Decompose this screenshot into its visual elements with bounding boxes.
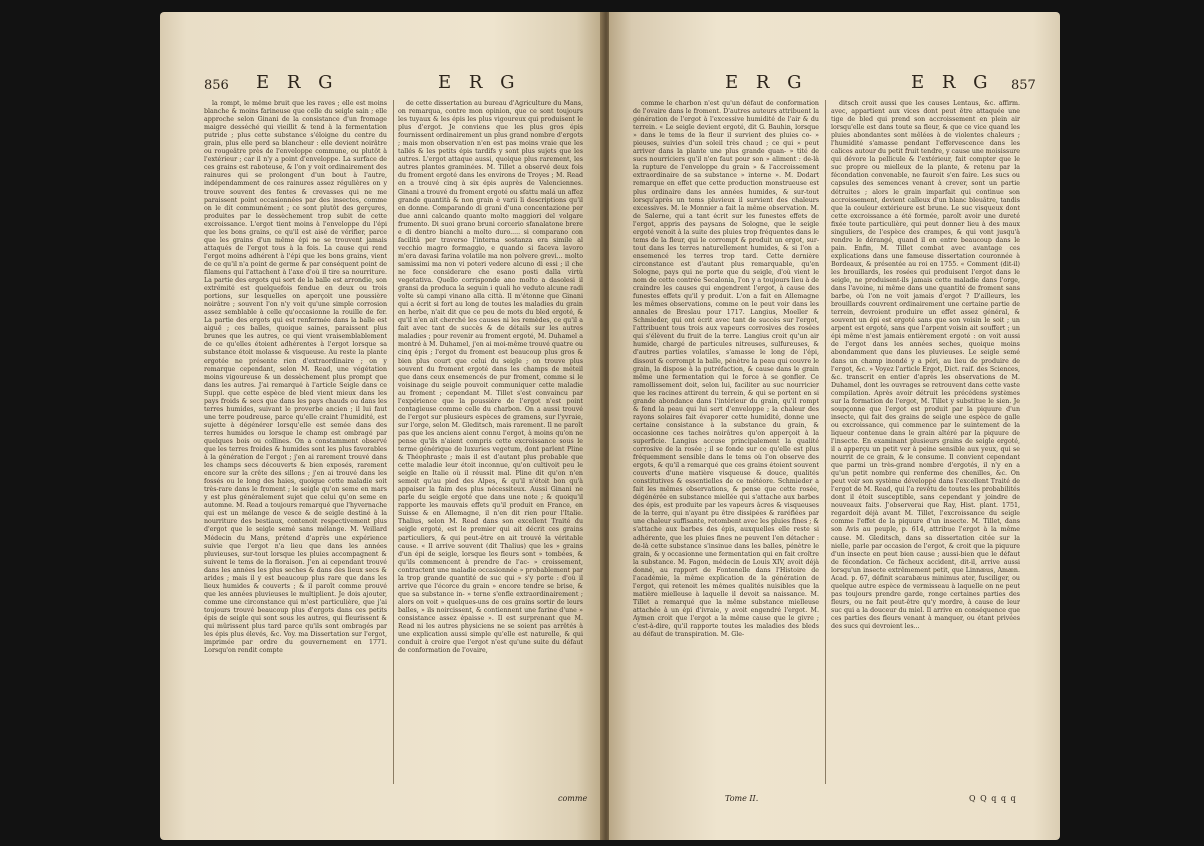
page-number: 856: [204, 78, 229, 93]
text-column-2: [398, 100, 583, 790]
column-rule: [393, 100, 394, 784]
catchword: comme: [558, 794, 588, 803]
right-page: [609, 12, 1060, 840]
text-column-2: [831, 100, 1020, 790]
signature-mark: Q Q q q q: [969, 794, 1017, 803]
running-head: E R G: [256, 72, 339, 93]
left-page-header: [160, 70, 603, 100]
running-head: E R G: [911, 72, 994, 93]
running-head: E R G: [725, 72, 808, 93]
text-column-1: [633, 100, 819, 790]
column-text: comme le charbon n'est qu'un défaut de conformation de l'ovaire dans le froment. D'autres auteurs attribuent la génération de l'ergot à l'excessive humidité de l'air & du terrein. « Le seigle devient ergoté, dit G. Bauhin, lorsque » dans le tems de la fleur il survient des pluies co- » pieuses, suivies d'un soleil très chaud ; ce qui » peut arriver dans la plante une plus grande quan- » tité de sucs nourriciers qu'il n'en faut pour son » aliment : de-là la rupture de l'enveloppe du grain » & l'accroissement extraordinaire de sa substance » interne ». M. Dodart remarque en effet que cette production monstrueuse est plus ordinaire dans les années humides, & sur-tout lorsqu'après un tems pluvieux il survient des chaleurs excessives. M. le Monnier a fait la même observation. M. de Salerne, qui a tant écrit sur les funestes effets de l'ergot, appris des paysans de Sologne, que le seigle ergoté venoit à la suite des pluies trop fréquentes dans le tems de la fleur, qui le corrompt & produit un ergot, sur-tout dans les terres naturellement humides, & si l'on a ensemencé les terres trop tard. Cette dernière circonstance est d'autant plus remarquable, qu'en Sologne, pays qui ne porte que du seigle, d'où vient le nom de cette contrée Secalonia, l'on y a toujours lieu à de craindre les causes qui engendrent l'ergot, à cause des funestes effets qu'il y produit. L'on a fait en Allemagne les mêmes observations, comme on le peut voir dans les annales de Breslau pour 1717. Langius, Moeller & Schmieder, qui ont écrit avec tant de succès sur l'ergot, l'attribuent tous trois aux vapeurs corrosives des rosées qui s'élèvent du fruit de la terre. Langius croit qu'un air humide, chargé de particules nitreuses, sulfureuses, & d'autres parties volatiles, s'amasse le long de l'épi, dissout & corrompt la balle, pénètre la peau qui couvre le grain, la dispose à la putréfaction, & cause dans le grain même une fermentation qui le force à se gonfler. Ce ramollissement doit, selon lui, faciliter au suc nourricier que les racines attirent du terrein, & qui se portent en si grande abondance dans l'intérieur du grain, qu'il rompt & fend la peau qui lui sert d'enveloppe ; la chaleur des rayons solaires fait évaporer cette humidité, donne une certaine consistance à la substance du grain, & occasionne ces taches noirâtres qu'on apperçoit à la superficie. Langius accuse principalement la qualité corrosive de la rosée ; il se fonde sur ce qu'elle est plus fréquemment sensible dans le tems où l'on observe des ergots, & qu'il a remarqué que ces grains étoient souvent couverts d'une matière visqueuse & douce, qualités constitutives & essentielles de ce météore. Schmieder a fait les mêmes observations, & pense que cette rosée, dégénérée en substance miellée qui s'attache aux barbes des épis, est produite par les vapeurs âcres & visqueuses de la terre, qui n'ayant pu être dissipées & raréfiées par une chaleur suffisante, retombent avec les pluies fines ; & s'attache aux barbes des épis, auxquelles elle reste si adhérente, que les pluies fines ne peuvent l'en détacher : de-là cette substance s'insinue dans les balles, pénètre le grain, & y occasionne une fermentation qui en fait croître la substance. M. Fagon, médecin de Louis XIV, avoit déjà donné, au rapport de Fontenelle dans l'Histoire de l'académie, la même explication de la génération de l'ergot, qui retenoit les mêmes qualités nuisibles que la matière mielleuse à laquelle il devoit sa naissance. M. Tillet a remarqué que la même substance mielleuse attachée à un épi d'ivraie, y avoit engendré l'ergot. M. Aymen croit que l'ergot a la même cause que le givre ; c'est-à-dire, qu'il rapporte toutes les maladies des bleds au défaut de transpiration. M. Gle-: [633, 100, 819, 639]
column-text: de cette dissertation au bureau d'Agriculture du Mans, on remarqua, contre mon opinion, que ce sont toujours les tuyaux & les épis les plus vigoureux qui produisent le plus d'ergot. Je conviens que les plus gros épis fournissent ordinairement un plus grand nombre d'ergots ; mais mon observation n'en est pas moins vraie que les tallés & les petits épis tardifs y sont plus sujets que les autres. L'ergot attaque aussi, quoique plus rarement, les autres plantes graminées. M. Tillet a observé deux fois du froment ergoté dans les environs de Troyes ; M. Read en a trouvé cinq à six épis auprès de Valenciennes. Ginani a trouvé du froment ergoté ou sfattu malá un affez grande quantità & non grain è varii li descriptions qu'il en donne. Comparando di grani d'una concentazione per due anni calcando quanto molto maggiori del volgare frumento. Di suoi grano bruni corcerio sfanalatone brere e di dentro bianchi a molto duro..... si comparano con facilità per traverso l'interna sostanza era simile al vecchio magro formaggio, e quando si faceva lavoro m'era davasi farina volatile ma non polvere grevi... molto samissimi ma non vi poteri vedere alcuno di essi ; il che ne fece considerare che esano posti dalla virtù vegetativa. Quello corrisponde ano molto a dasolesi il gransi da produca la seguin i quali ho veduto alcune radi volte sù campi vinano alla città. Il m'étonne que Ginani qui a écrit si fort au long de toutes les maladies du grain en herbe, n'ait dit que ce peu de mots du bled ergoté, & qu'il n'en ait cherché les causes ni les remèdes, ce qu'il a fait avec tant de succès & de détails sur les autres maladies ; pour revenir au froment ergoté, M. Duhamel a montré à M. Duhamel, j'en ai moi-même trouvé quatre ou cinq épis ; l'ergot du froment est beaucoup plus gros & bien plus court que celui du seigle ; on trouve plus souvent du froment ergoté dans les champs de méteil que dans ceux ensemencés de pur froment, comme si le voisinage du seigle pouvoit communiquer cette maladie au froment ; cependant M. Tillet s'est convaincu par l'expérience que la poussière de l'ergot n'est point contagieuse comme celle du charbon. On a aussi trouvé de l'ergot sur plusieurs espèces de gramens, sur l'yvraie, sur l'orge, selon M. Gleditsch, mais rarement. Il ne paroît pas que les anciens aient connu l'ergot, à moins qu'on ne pense qu'ils n'aient compris cette excroissance sous le terme générique de luxuries vegetum, dont parlent Pline & Théophraste ; mais il est d'autant plus probable que cette maladie leur étoit inconnue, qu'on cultivoit peu le seigle en Italie où il réussit mal. Pline dit qu'on n'en semoit qu'au pied des Alpes, & qu'il n'étoit bon qu'à appaiser la faim des plus nécessiteux. Aussi Ginani ne parle du seigle ergoté que dans une note ; & quoiqu'il rapporte les mauvais effets qu'il produit en France, en Suisse & en Allemagne, il n'en dit rien pour l'Italie. Thalius, selon M. Read dans son excellent Traité du seigle ergoté, est le premier qui ait décrit ces grains particuliers, & qui peut-être en ait trouvé la véritable cause. « Il arrive souvent (dit Thalius) que les » grains d'un épi de seigle, lorsque les fleurs sont » tombées, & qu'ils commencent à prendre de l'ac- » croissement, contractent une maladie occasionnée » probablement par la trop grande quantité de suc qui » s'y porte : d'où il arrive que l'écorce du grain » encore tendre se brise, & que sa substance in- » terne s'enfle extraordinairement ; alors on voit » quelques-uns de ces grains sortir de leurs balles, » ils noircissent, & contiennent une farine d'une » consistance assez épaisse ». Il est surprenant que M. Read ni les autres physiciens ne se soient pas arrêtés à une explication aussi simple qu'elle est naturelle, & qui conduit à croire que l'ergot n'est qu'une suite du défaut de conformation de l'ovaire,: [398, 100, 583, 655]
text-column-1: [204, 100, 387, 790]
running-head: E R G: [438, 72, 521, 93]
column-text: la rompt, le même bruit que les raves ; elle est moins blanche & moins farineuse que celle du seigle sain ; elle approche selon Ginani de la consistance d'un fromage maigre desséché qui vieillit & tend à la fermentation putride ; plus cette substance s'éloigne du centre du grain, plus elle perd sa blancheur : elle devient noirâtre ou rougeâtre près de l'enveloppe commune, ou plutôt à l'extérieur ; car il n'y a point d'enveloppe. La surface de ces grains est raboteuse, & l'on y voit ordinairement des rainures qui se prolongent d'un bout à l'autre, indépendamment de ces rainures assez régulières on y trouve souvent des fentes & crevasses qui ne me paraissent point occasionnées par des insectes, comme on le dit communément ; ce sont plutôt des gerçures, produites par le dessèchement trop subit de cette excroissance. L'ergot tient moins à l'enveloppe du l'épi que les bons grains, ce qu'il est aisé de vérifier, parce que les grains d'un même épi ne se trouvent jamais attaqués de l'ergot tous à la fois. La cause qui rend l'ergot moins adhérent à l'épi que les bons grains, vient de ce qu'il n'a point de germe & par conséquent point de filamens qui l'attachent à l'axe d'où il tire sa nourriture. La partie des ergots qui sort de la balle est arrondie, son extrémité est quelquefois fendue en deux ou trois portions, sur lesquelles on aperçoit une poussière noirâtre ; souvent l'on n'y voit qu'une simple corrosion assez semblable à celle qu'occasionne la rouille de fer. La partie des ergots qui est renfermée dans la balle est aiguë ; ces balles, quoique saines, paraissent plus brunes que les autres, ce qui vient vraisemblablement de ce qu'elles étoient adhérentes à l'ergot lorsque sa substance étoit molasse & visqueuse. Au reste la plante ergotée ne présente rien d'extraordinaire ; on y remarque cependant, selon M. Read, une végétation moins vigoureuse & un dessèchement plus prompt que dans les autres. J'ai remarqué à l'article Seigle dans ce Suppl. que cette espèce de bled vient mieux dans les pays froids & secs que dans les pays chauds ou dans les terres humides, suivant le proverbe ancien ; il lui faut une terre poudreuse, parce qu'elle craint l'humidité, est sujette à dégénérer lorsqu'elle est semée dans des terres humides ou lorsque le champ est ombragé par quelques bois ou collines. On a constamment observé que les terres froides & humides sont les plus favorables à la génération de l'ergot ; j'en ai rarement trouvé dans les champs secs découverts & bien exposés, rarement encore sur la crête des sillons ; j'en ai trouvé dans les fossés ou le long des haies, quoique cette maladie soit très-rare dans le froment ; le seigle qu'on seme en mars y est plus généralement sujet que celui qu'on seme en automne. M. Read a toujours remarqué que l'hyvernache qui est un mélange de vesce & de seigle destiné à la nourriture des bestiaux, contenoit respectivement plus d'ergot que le seigle semé sans mélange. M. Veillard Médecin du Mans, prétend d'après une expérience suivie que l'ergot n'a lieu que dans les années pluvieuses, sur-tout lorsque les pluies accompagnent & suivent le tems de la floraison. J'en ai cependant trouvé dans les années les plus seches & dans des lieux secs & arides ; mais il y est beaucoup plus rare que dans les lieux humides & couverts ; & il paroît comme prouvé que les années pluvieuses le multiplient. Je dois ajouter, comme une circonstance qui m'est particulière, que j'ai toujours trouvé beaucoup plus d'ergots dans ces petits épis de seigle qui sont sous les autres, qui fleurissent & qui mûrissent plus tard parce qu'ils sont ombragés par les épis plus élevés, &c. Voy. ma Dissertation sur l'ergot, imprimée par ordre du gouvernement en 1771. Lorsqu'on rendit compte: [204, 100, 387, 655]
left-page: [160, 12, 603, 840]
right-page-header: [609, 70, 1060, 100]
page-number: 857: [1011, 78, 1036, 93]
column-text: ditsch croit aussi que les causes Lentaus, &c. affirm. avec, appartient aux vices dont peut être attaquée une tige de bled qui prend son accroissement en plein air lorsqu'elle est dans toute sa fleur, & que ce vice quand les pluies abondantes sont mêlées à de violentes chaleurs ; l'humidité s'amasse pendant l'effervescence dans les calices autour du petit fruit tendre, y cause une moisissure qui dévore la pellicule & l'extérieur, fait compter que le suc propre ou mielleux de la plante, & retenu par la fécondation convenable, ne fauroit s'en faire. Les sucs ou capsules des semences venant à crever, sont un partie détruites ; alors le grain imparfait qui continue son accroissement, devient calleux d'un blanc bleuâtre, tandis que la couleur extérieure est brune. Le suc visqueux dont cette excroissance a été formée, paroît avoir une dureté fixée toute particulière, qui peut donner lieu à des maux singuliers, de l'espèce des crampes, & qui vont jusqu'à rendre le dérangé, quand il en entre beaucoup dans le pain. Enfin, M. Tillet combat avec avantage ces explications dans une fameuse dissertation couronnée à Bordeaux, & présentée au roi en 1755. « Comment (dit-il) les brouillards, les rosées qui produisent l'ergot dans le seigle, ne produisent-ils jamais cette maladie dans l'orge, dans l'avoine, ni même dans une quantité de froment sans barbe, où l'on ne voit jamais d'ergot ? D'ailleurs, les brouillards couvrent ordinairement une certaine partie de terrein, devroient produire un effet assez général, & souvent un épi est ergoté sans que son voisin le soit ; un arpent est ergoté, sans que l'arpent voisin ait souffert ; un épi même n'est jamais entièrement ergoté : on voit aussi de l'ergot dans les années seches, quoique moins abondamment que dans les pluvieuses. Le seigle semé dans un champ inondé y a péri, au lieu de produire de l'ergot, &c. » Voyez l'article Ergot, Dict. raif. des Sciences, &c. transcrit en entier d'après les observations de M. Duhamel, dont les ouvrages se retrouvent dans cette vaste compilation. Après avoir détruit les précédens systèmes sur la formation de l'ergot, M. Tillet y substitue le sien. Je soupçonne que l'ergot est produit par la piquure d'un insecte, qui fait des grains de seigle une espèce de galle ou excroissance, qui commence par le suintement de la liqueur contenue dans le grain altéré par la piquure de l'insecte. En examinant plusieurs grains de seigle ergoté, il a apperçu un petit ver à peine sensible aux yeux, qui se nourrit de ce grain, & le consume. Il convient cependant que parmi un très-grand nombre d'ergotés, il n'y en a qu'un petit nombre qui renferme des chenilles, &c. On peut voir son système développé dans l'excellent Traité de l'ergot de M. Read, qui l'a revêtu de toutes les probabilités dont il étoit susceptible, sans cependant y joindre de nouveaux faits. J'observerai que Ray, Hist. plant. 1751, regardoit déjà avant M. Tillet, l'excroissance du seigle comme l'effet de la piquure d'un insecte. M. Tillet, dans son Avis au peuple, p. 614, attribue l'ergot à la même cause. M. Gleditsch, dans sa dissertation citée sur la nielle, parle par occasion de l'ergot, & croit que la piquure d'un insecte en peut bien cause ; aussi-bien que le défaut de fécondation. Ce fâcheux accident, dit-il, arrive aussi lorsqu'un insecte extrêmement petit, que Linnæus, Amæn. Acad. p. 67, définit scarabæus minimus ater, fusciliger, ou quelque autre espèce de vermisseau à laquelle on ne peut pas toujours prendre garde, ronge certaines parties des fleurs, ou ne fait peut-être qu'y mordre, à cause de leur suc qui a la douceur du miel. Il arrive en conséquence que ces parties des fleurs venant à manquer, ou étant privées des sucs qui devroient les...: [831, 100, 1020, 631]
open-book: [160, 12, 1060, 840]
volume-label: Tome II.: [725, 794, 759, 803]
column-rule: [825, 100, 826, 784]
